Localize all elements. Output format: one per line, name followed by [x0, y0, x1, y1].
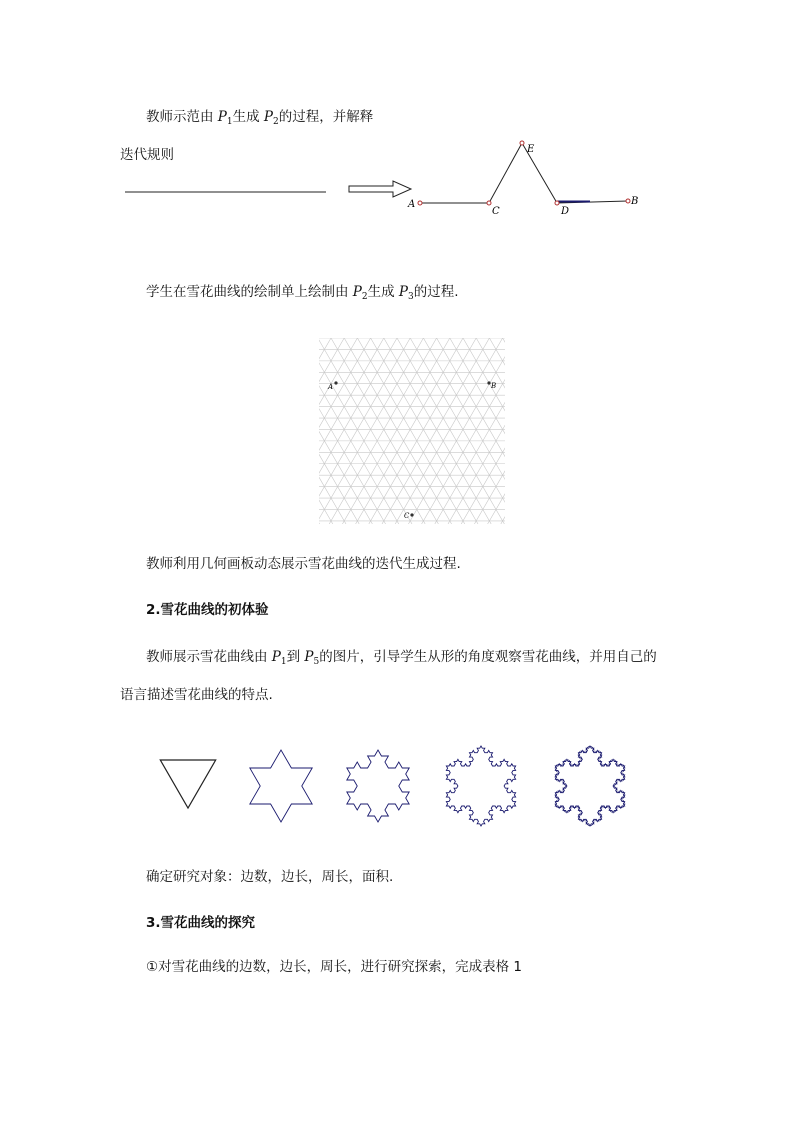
grid-line — [224, 338, 334, 524]
grid-line — [146, 338, 253, 524]
grid-line — [463, 338, 570, 524]
grid-line — [105, 338, 212, 524]
right-arrow-icon — [349, 181, 411, 197]
subscript: 2 — [361, 292, 368, 302]
snowflake-p4 — [446, 746, 515, 826]
para-describe: 语言描述雪花曲线的特点. — [120, 687, 273, 703]
text: 的图片，引导学生从形的角度观察雪花曲线，并用自己的 — [319, 649, 657, 665]
para-research-objects: 确定研究对象：边数，边长，周长，面积. — [146, 869, 394, 885]
grid-line — [92, 338, 199, 524]
grid-line — [635, 338, 742, 524]
grid-line — [661, 338, 768, 524]
grid-line — [529, 338, 636, 524]
grid-line — [687, 338, 794, 524]
grid-label-a: A — [328, 383, 334, 391]
grid-line — [159, 338, 266, 524]
subscript: 5 — [313, 657, 320, 667]
grid-line — [503, 338, 610, 524]
grid-line — [567, 338, 674, 524]
text: 教师展示雪花曲线由 — [146, 649, 272, 665]
grid-line — [52, 338, 159, 524]
grid-line — [595, 338, 702, 524]
var: P — [263, 109, 274, 125]
snowflake-sequence — [0, 733, 794, 843]
grid-line — [173, 338, 280, 524]
snowflake-p5 — [555, 746, 624, 826]
subscript: 1 — [226, 117, 233, 127]
grid-line — [131, 338, 238, 524]
grid-line — [569, 338, 676, 524]
para-table-task: ①对雪花曲线的边数，边长，周长，进行研究探索，完成表格 1 — [146, 959, 522, 975]
label-b: B — [631, 196, 639, 207]
grid-point-a — [334, 381, 337, 384]
grid-line — [580, 338, 687, 524]
grid-line — [476, 338, 583, 524]
grid-line — [621, 338, 728, 524]
para-iteration-rule: 迭代规则 — [120, 147, 174, 163]
para-gsp-demo: 教师利用几何画板动态展示雪花曲线的迭代生成过程. — [146, 556, 461, 572]
grid-line — [489, 338, 596, 524]
math-p — [304, 649, 319, 665]
math-p — [272, 649, 287, 665]
var: P — [271, 649, 281, 665]
text: 的过程，并解释 — [278, 109, 374, 125]
grid-line — [582, 338, 689, 524]
grid-line — [501, 338, 608, 524]
text: 教师示范由 — [146, 109, 218, 125]
koch-step-figure — [0, 0, 794, 230]
grid-line — [674, 338, 781, 524]
grid-line — [540, 338, 647, 524]
var: P — [398, 284, 409, 300]
grid-label-b: B — [491, 382, 497, 390]
koch-generator — [420, 143, 628, 203]
var: P — [304, 649, 314, 665]
grid-line — [199, 338, 306, 524]
var: P — [217, 109, 227, 125]
grid-line — [225, 338, 332, 524]
label-e: E — [527, 144, 535, 155]
label-a: A — [408, 199, 416, 210]
grid-line — [39, 338, 146, 524]
grid-line — [555, 338, 662, 524]
grid-point-c — [410, 513, 413, 516]
math-p — [353, 284, 368, 300]
triangle-grid-sheet — [319, 338, 505, 524]
grid-line — [648, 338, 755, 524]
grid-line — [210, 338, 317, 524]
grid-line — [184, 338, 291, 524]
snowflake-p1 — [160, 760, 215, 808]
grid-line — [542, 338, 649, 524]
var: P — [352, 284, 362, 300]
grid-line — [78, 338, 185, 524]
point-d — [555, 201, 559, 205]
point-e — [520, 141, 524, 145]
grid-line — [133, 338, 240, 524]
subscript: 1 — [280, 657, 287, 667]
grid-line — [197, 338, 304, 524]
heading-first-experience: 2.雪花曲线的初体验 — [146, 602, 269, 618]
label-c: C — [492, 206, 500, 217]
heading-exploration: 3.雪花曲线的探究 — [146, 915, 256, 931]
text: 生成 — [367, 284, 399, 300]
grid-line — [158, 338, 265, 524]
text: 到 — [286, 649, 305, 665]
math-p — [399, 284, 414, 300]
point-a — [418, 201, 422, 205]
grid-line — [171, 338, 278, 524]
grid-line — [527, 338, 634, 524]
grid-line — [237, 338, 344, 524]
grid-line — [144, 338, 251, 524]
grid-line — [212, 338, 319, 524]
grid-line — [554, 338, 661, 524]
grid-line — [26, 338, 133, 524]
point-b — [626, 199, 630, 203]
point-c — [487, 201, 491, 205]
text: 的过程. — [413, 284, 459, 300]
subscript: 2 — [273, 117, 279, 127]
subscript: 3 — [408, 292, 414, 302]
grid-line — [186, 338, 293, 524]
text: 生成 — [232, 109, 264, 125]
grid-line — [250, 338, 357, 524]
grid-line — [263, 338, 370, 524]
grid-line — [65, 338, 172, 524]
para-student-draw — [146, 283, 459, 306]
grid-lines — [26, 338, 794, 532]
grid-line — [608, 338, 715, 524]
snowflake-p3 — [347, 750, 409, 822]
grid-line — [514, 338, 621, 524]
para-show-pictures — [146, 648, 657, 671]
snowflake-p2 — [250, 750, 312, 822]
grid-line — [118, 338, 225, 524]
grid-label-c: C — [404, 512, 410, 520]
text: 学生在雪花曲线的绘制单上绘制由 — [146, 284, 353, 300]
grid-line — [516, 338, 623, 524]
label-d: D — [561, 206, 570, 217]
